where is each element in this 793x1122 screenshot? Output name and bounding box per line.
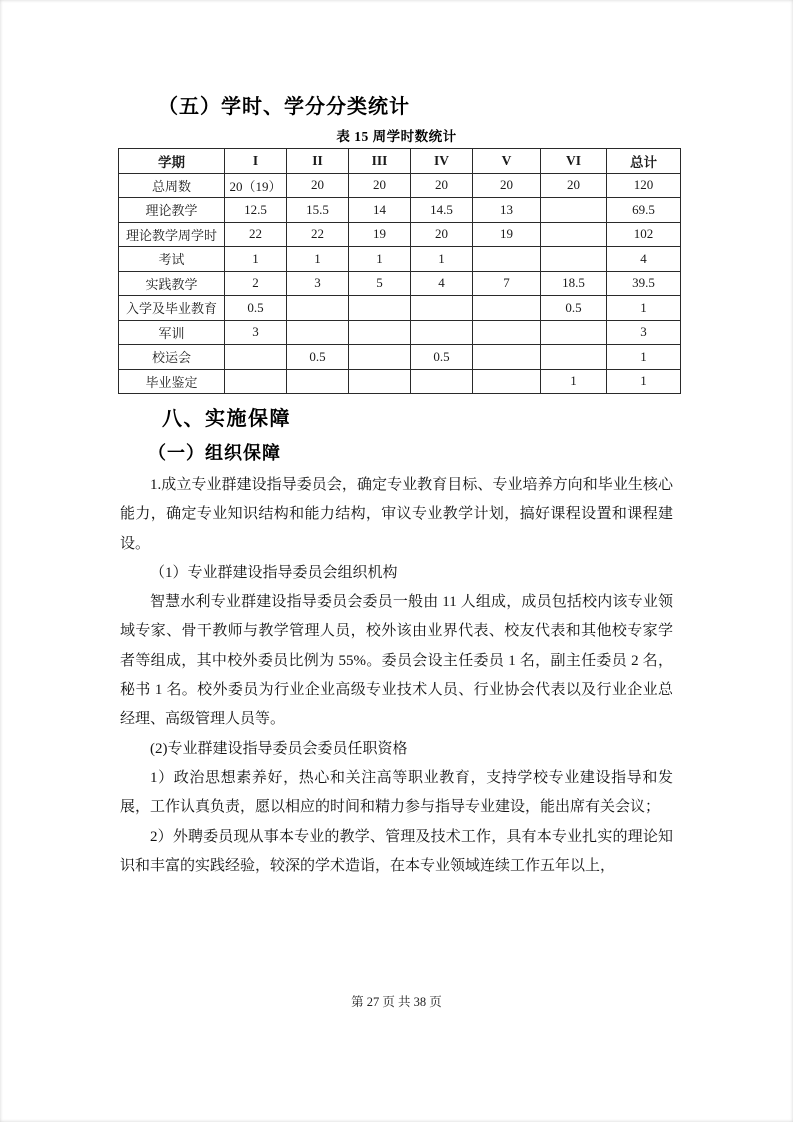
- table-cell: 120: [607, 173, 681, 198]
- table-cell: 3: [225, 320, 287, 345]
- table-cell: 0.5: [287, 345, 349, 370]
- table-cell: [411, 296, 473, 321]
- table-cell: 0.5: [411, 345, 473, 370]
- table-cell: 5: [349, 271, 411, 296]
- table-cell: 19: [473, 222, 541, 247]
- row-label-cell: 理论教学: [119, 198, 225, 223]
- table-cell: 1: [287, 247, 349, 272]
- table-header-cell: 总计: [607, 149, 681, 174]
- table-cell: 20（19）: [225, 173, 287, 198]
- table-row: [119, 271, 681, 296]
- table-cell: [541, 247, 607, 272]
- table-cell: 2: [225, 271, 287, 296]
- table-cell: 15.5: [287, 198, 349, 223]
- table-row: [119, 345, 681, 370]
- row-label-cell: 毕业鉴定: [119, 369, 225, 394]
- table-cell: 20: [541, 173, 607, 198]
- table-cell: 20: [411, 173, 473, 198]
- table-header-cell: IV: [411, 149, 473, 174]
- table-cell: 22: [287, 222, 349, 247]
- paragraph: （1）专业群建设指导委员会组织机构: [150, 564, 398, 581]
- table-cell: [541, 345, 607, 370]
- row-label-cell: 校运会: [119, 345, 225, 370]
- table-cell: 20: [349, 173, 411, 198]
- row-label-cell: 入学及毕业教育: [119, 296, 225, 321]
- table-cell: 1: [607, 296, 681, 321]
- table-cell: 19: [349, 222, 411, 247]
- table-cell: [541, 320, 607, 345]
- table-header-cell: II: [287, 149, 349, 174]
- row-label-cell: 总周数: [119, 173, 225, 198]
- table-cell: 14: [349, 198, 411, 223]
- table-header-row: [119, 149, 681, 174]
- table-cell: 13: [473, 198, 541, 223]
- heading-implementation-guarantee: 八、实施保障: [162, 408, 291, 430]
- table-cell: [225, 345, 287, 370]
- paragraph: 2）外聘委员现从事本专业的教学、管理及技术工作，具有本专业扎实的理论知识和丰富的实践经验，较深的学术造诣，在本专业领域连续工作五年以上，: [120, 828, 673, 874]
- table-cell: 22: [225, 222, 287, 247]
- table-cell: [411, 369, 473, 394]
- table-cell: [541, 198, 607, 223]
- table-cell: 1: [607, 345, 681, 370]
- table-row: [119, 173, 681, 198]
- table-cell: [473, 247, 541, 272]
- table-cell: [225, 369, 287, 394]
- table-row: [119, 296, 681, 321]
- table-header-cell: VI: [541, 149, 607, 174]
- table-cell: 14.5: [411, 198, 473, 223]
- table-cell: [541, 222, 607, 247]
- table-cell: 1: [541, 369, 607, 394]
- table-body: [119, 173, 681, 394]
- table-cell: 1: [225, 247, 287, 272]
- table-cell: [473, 345, 541, 370]
- table-cell: 69.5: [607, 198, 681, 223]
- table-cell: 12.5: [225, 198, 287, 223]
- table-cell: [287, 320, 349, 345]
- table-cell: 1: [411, 247, 473, 272]
- table-cell: [473, 320, 541, 345]
- body-text: [120, 471, 673, 881]
- table-cell: [411, 320, 473, 345]
- table-cell: 0.5: [541, 296, 607, 321]
- row-label-cell: 实践教学: [119, 271, 225, 296]
- table-cell: [349, 320, 411, 345]
- row-label-cell: 理论教学周学时: [119, 222, 225, 247]
- section-heading: （五）学时、学分分类统计: [158, 96, 410, 118]
- table-cell: 3: [287, 271, 349, 296]
- row-label-cell: 军训: [119, 320, 225, 345]
- table-cell: [349, 296, 411, 321]
- table-cell: 18.5: [541, 271, 607, 296]
- table-cell: [287, 296, 349, 321]
- table-row: [119, 247, 681, 272]
- table-cell: 20: [287, 173, 349, 198]
- table-cell: [349, 369, 411, 394]
- paragraph: 1.成立专业群建设指导委员会，确定专业教育目标、专业培养方向和毕业生核心能力，确定专业知识结构和能力结构，审议专业教学计划，搞好课程设置和课程建设。: [120, 477, 673, 552]
- table-row: [119, 222, 681, 247]
- table-row: [119, 198, 681, 223]
- table-header-cell: V: [473, 149, 541, 174]
- table-cell: 3: [607, 320, 681, 345]
- table-cell: 1: [349, 247, 411, 272]
- paragraph: 1）政治思想素养好，热心和关注高等职业教育，支持学校专业建设指导和发展，工作认真负责，愿以相应的时间和精力参与指导专业建设，能出席有关会议；: [120, 769, 673, 816]
- table-cell: [287, 369, 349, 394]
- table-cell: 20: [411, 222, 473, 247]
- table-cell: [473, 296, 541, 321]
- table-row: [119, 369, 681, 394]
- table-cell: 102: [607, 222, 681, 247]
- table-cell: 4: [607, 247, 681, 272]
- table-cell: 4: [411, 271, 473, 296]
- table-cell: 1: [607, 369, 681, 394]
- table-cell: [473, 369, 541, 394]
- table-caption: 表 15 周学时数统计: [336, 129, 457, 144]
- table-row: [119, 320, 681, 345]
- table-cell: 0.5: [225, 296, 287, 321]
- table-header-cell: 学期: [119, 149, 225, 174]
- table-header-cell: I: [225, 149, 287, 174]
- table-cell: [349, 345, 411, 370]
- paragraph: 智慧水利专业群建设指导委员会委员一般由 11 人组成，成员包括校内该专业领域专家、骨干教师与教学管理人员，校外该由业界代表、校友代表和其他校专家学者等组成，其中校外委员比例为 55%。委员会设主任委员 1 名，副主任委员 2 名，秘书 1 名。校外委员为行业企业高级专业技术人员、行业协会代表以及行业企业总经理、高级管理人员等。: [120, 594, 673, 728]
- table-header-cell: III: [349, 149, 411, 174]
- weekly-hours-table: [118, 148, 681, 394]
- table-cell: 7: [473, 271, 541, 296]
- paragraph: (2)专业群建设指导委员会委员任职资格: [150, 740, 408, 757]
- table-cell: 39.5: [607, 271, 681, 296]
- row-label-cell: 考试: [119, 247, 225, 272]
- page-footer: 第 27 页 共 38 页: [351, 995, 442, 1009]
- heading-organization-guarantee: （一）组织保障: [148, 443, 281, 463]
- table-cell: 20: [473, 173, 541, 198]
